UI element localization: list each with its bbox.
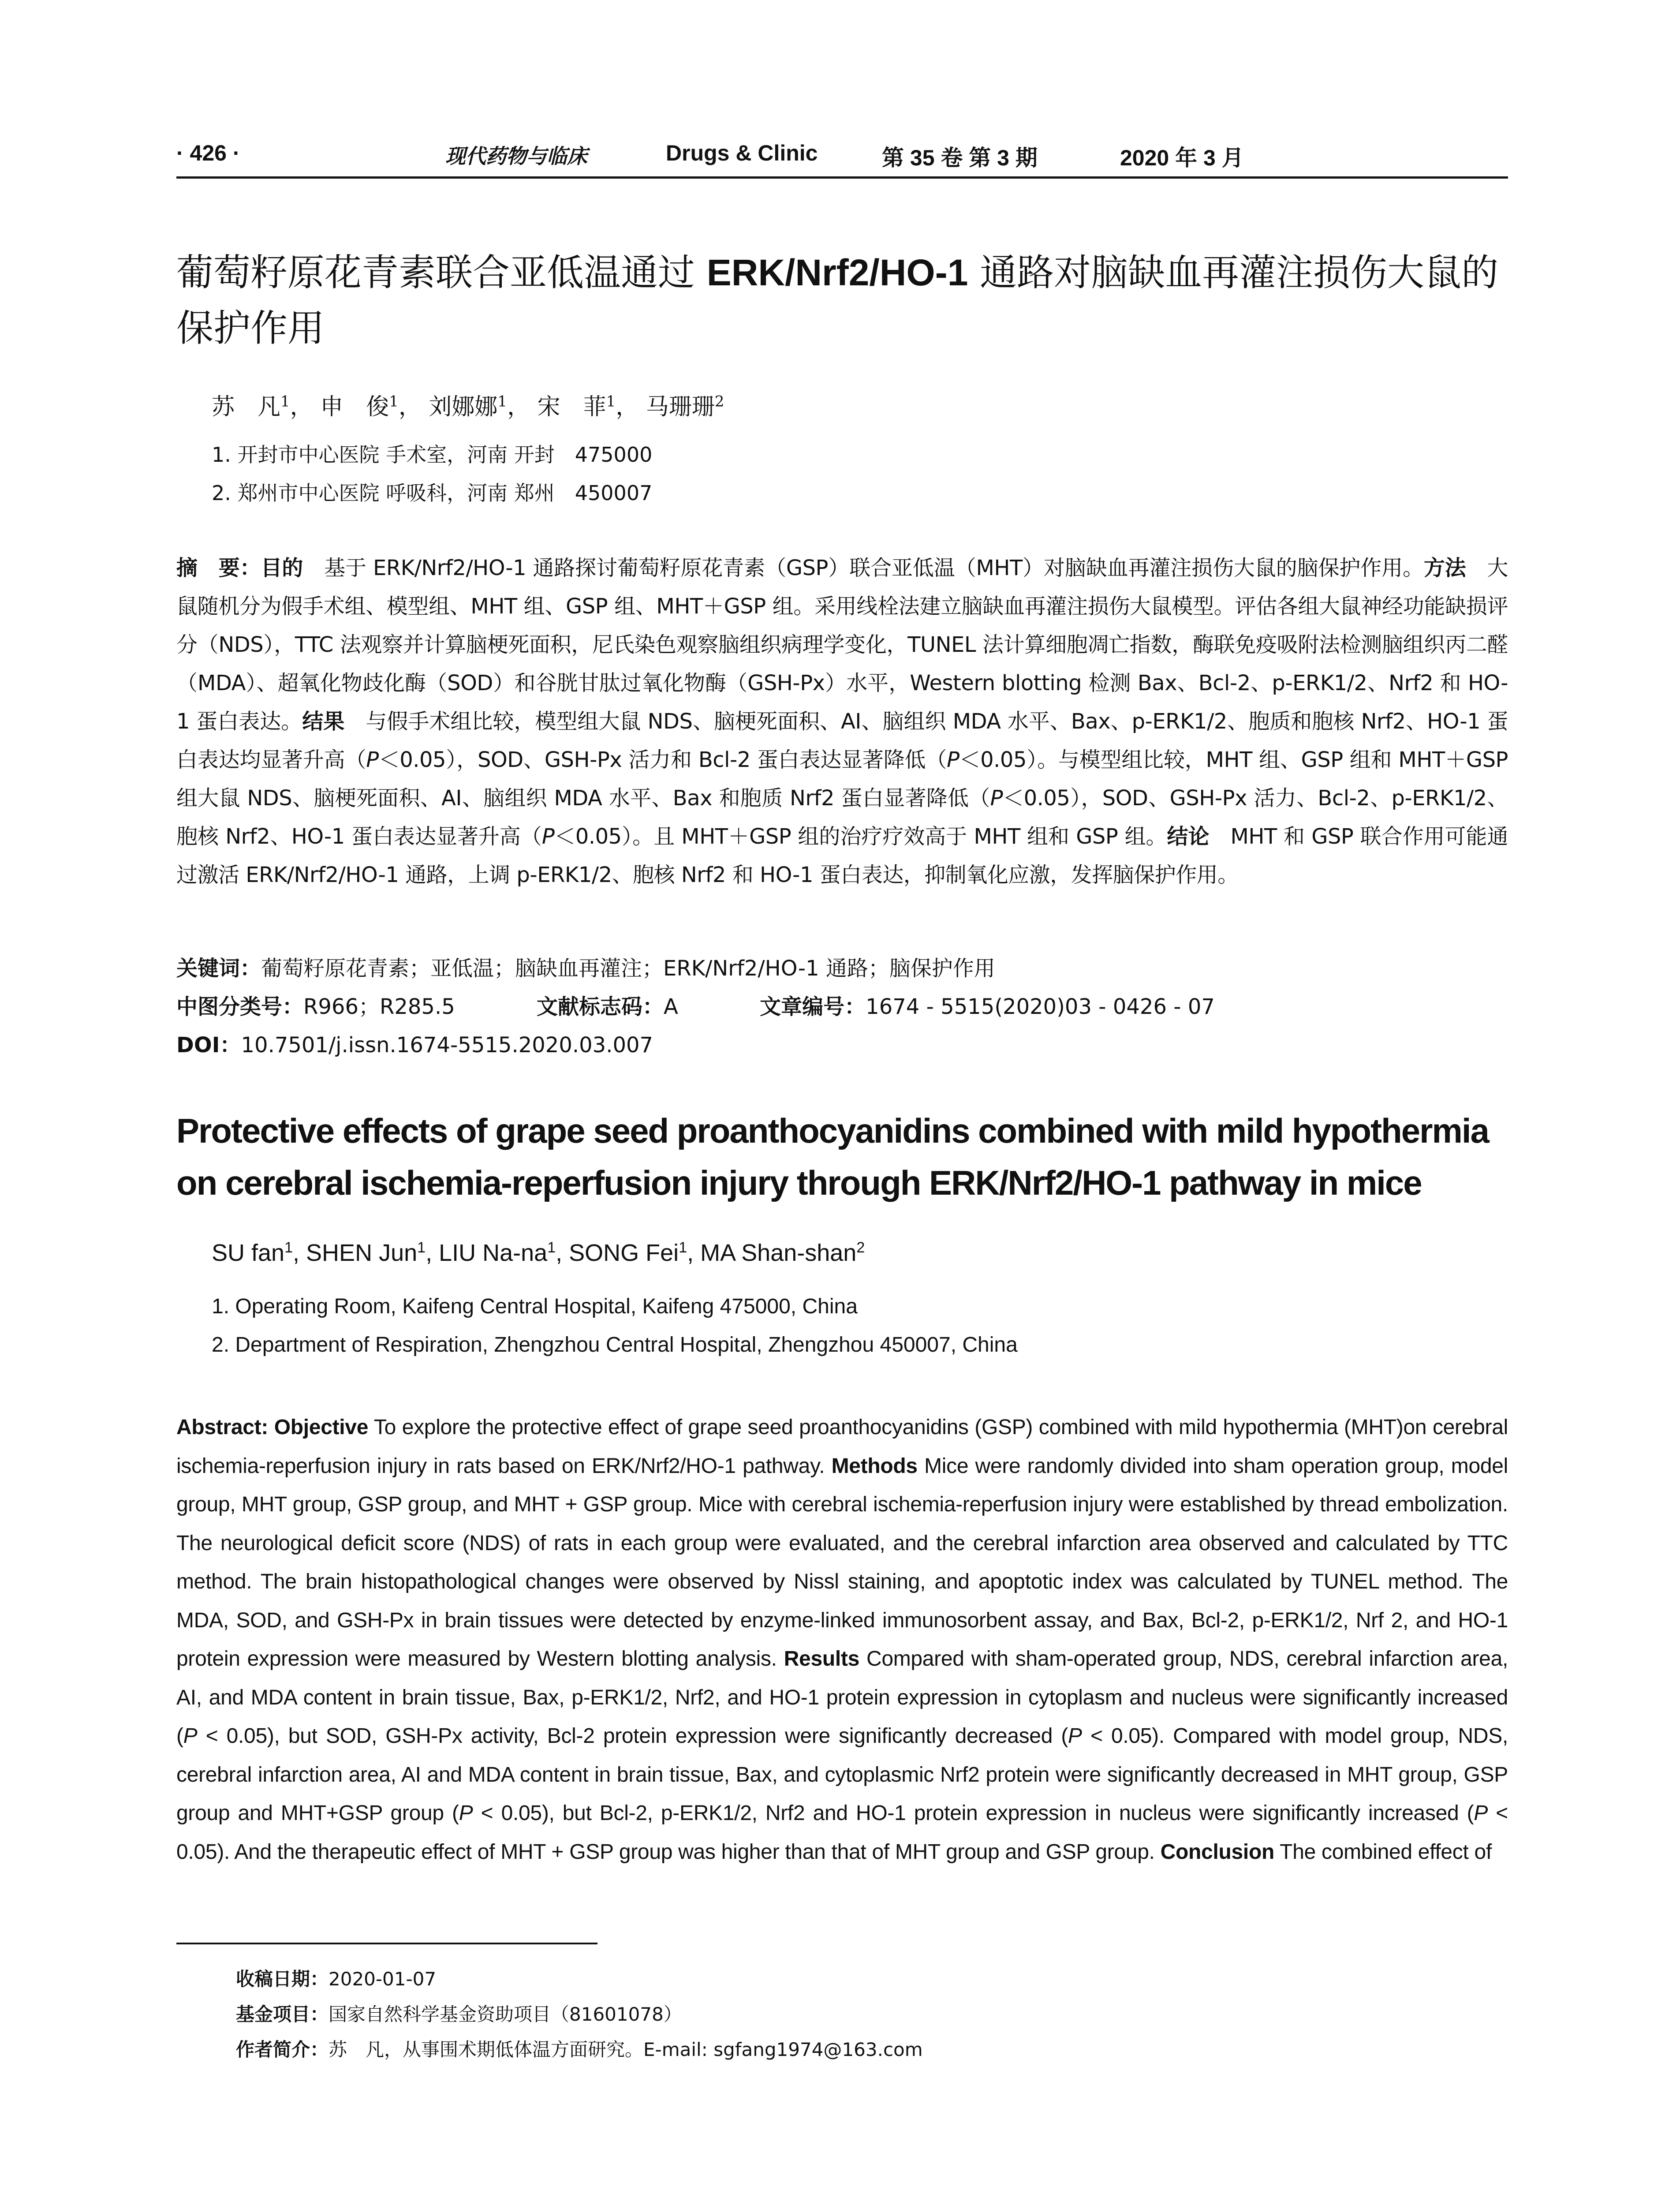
author-cn-name: 马珊珊 xyxy=(646,394,715,420)
author-cn-aff: 1 xyxy=(606,392,616,411)
doi-value[interactable]: 10.7501/j.issn.1674-5515.2020.03.007 xyxy=(241,1033,653,1058)
affiliation-en-2: 2. Department of Respiration, Zhengzhou Central Hospital, Zhengzhou 450007, China xyxy=(212,1333,1018,1357)
author-cn-name: 刘娜娜 xyxy=(429,394,498,420)
author-cn-aff: 1 xyxy=(497,392,508,411)
objective-en-text: To explore the protective effect of grape seed proanthocyanidins (GSP) combined with mild hypothermia (MHT)on cerebral ischemia-reperfusion injury in rats based on ERK/Nrf2/HO-1 pathway. xyxy=(176,1416,1508,1478)
doi-label: DOI： xyxy=(176,1033,241,1058)
p-value-symbol: P xyxy=(459,1801,473,1825)
header-rule xyxy=(176,176,1508,179)
footnote-author xyxy=(236,2035,923,2062)
author-cn-name: 宋 菲 xyxy=(537,394,606,420)
objective-cn-label: 目的 xyxy=(261,556,303,580)
author-cn-name: 苏 凡 xyxy=(212,394,281,420)
journal-name-cn: 现代药物与临床 xyxy=(445,144,587,168)
journal-name-en: Drugs & Clinic xyxy=(666,141,818,165)
title-cn xyxy=(176,245,1508,356)
author-en-name: SHEN Jun xyxy=(306,1240,418,1266)
results-en-label: Results xyxy=(784,1647,859,1671)
footnote-received xyxy=(236,1965,436,1991)
footnote-fund xyxy=(236,2000,682,2026)
conclusion-en-label: Conclusion xyxy=(1160,1840,1275,1864)
author-cn-aff: 1 xyxy=(280,392,290,411)
article-id-value: 1674 - 5515(2020)03 - 0426 - 07 xyxy=(866,994,1215,1019)
p-value-symbol: P xyxy=(1474,1801,1488,1825)
results-en-text: < 0.05). And the therapeutic effect of MHT + GSP group was higher than that of MHT group and GSP group. xyxy=(176,1801,1508,1864)
fund-label: 基金项目： xyxy=(236,2003,329,2025)
title-en-line2: on cerebral ischemia-reperfusion injury through ERK/Nrf2/HO-1 pathway in mice xyxy=(176,1163,1422,1202)
results-cn-text: ＜0.05），SOD、GSH-Px 活力、Bcl-2、p-ERK1/2、胞核 Nrf2、HO-1 蛋白表达显著升高（ xyxy=(176,786,1508,849)
objective-cn-text: 基于 ERK/Nrf2/HO-1 通路探讨葡萄籽原花青素（GSP）联合亚低温（MHT）对脑缺血再灌注损伤大鼠的脑保护作用。 xyxy=(303,556,1424,580)
running-header xyxy=(176,140,1504,176)
conclusion-cn-text: MHT 和 GSP 联合作用可能通过激活 ERK/Nrf2/HO-1 通路，上调 p-ERK1/2、胞核 Nrf2 和 HO-1 蛋白表达，抑制氧化应激，发挥脑保护作用。 xyxy=(176,824,1508,887)
author-en-aff: 2 xyxy=(856,1239,865,1256)
title-cn-pathway: ERK/Nrf2/HO-1 xyxy=(706,252,968,293)
methods-en-label: Methods xyxy=(831,1454,918,1478)
authors-cn: 苏 凡$^1$， 申 俊$^1$， 刘娜娜$^1$， 宋 菲$^1$， 马珊珊$^2$ xyxy=(212,392,724,420)
results-cn-text: 与假手术组比较，模型组大鼠 NDS、脑梗死面积、AI、脑组织 MDA 水平、Bax、p-ERK1/2、胞质和胞核 Nrf2、HO-1 蛋白表达均显著升高（ xyxy=(176,709,1508,772)
author-en-aff: 1 xyxy=(679,1239,687,1256)
results-cn-label: 结果 xyxy=(302,709,345,734)
classification-line xyxy=(176,988,1508,1026)
doc-code-value: A xyxy=(664,994,678,1019)
methods-en-text: Mice were randomly divided into sham operation group, model group, MHT group, GSP group, and MHT + GSP group. Mice with cerebral ischemia-reperfusion injury were established by thread embolization. The neurological deficit score (NDS) of rats in each group were evaluated, and the cerebral infarction area observed and calculated by TTC method. The brain histopathological changes were observed by Nissl staining, and apoptotic index was calculated by TUNEL method. The MDA, SOD, and GSH-Px in brain tissues were detected by enzyme-linked immunosorbent assay, and Bax, Bcl-2, p-ERK1/2, Nrf 2, and HO-1 protein expression were measured by Western blotting analysis. xyxy=(176,1454,1508,1671)
footnote-rule xyxy=(176,1943,597,1944)
conclusion-cn-label: 结论 xyxy=(1167,824,1210,849)
results-cn-text: ＜0.05），SOD、GSH-Px 活力和 Bcl-2 蛋白表达显著降低（ xyxy=(378,747,947,772)
author-bio-text: 苏 凡，从事围术期低体温方面研究。E-mail: sgfang1974@163.com xyxy=(329,2039,923,2060)
p-value-symbol: P xyxy=(366,747,379,772)
keywords-cn xyxy=(176,949,1508,988)
affiliation-en-1: 1. Operating Room, Kaifeng Central Hospital, Kaifeng 475000, China xyxy=(212,1295,858,1318)
p-value-symbol: P xyxy=(1068,1724,1082,1748)
results-cn-text: ＜0.05）。且 MHT＋GSP 组的治疗疗效高于 MHT 组和 GSP 组。 xyxy=(554,824,1167,849)
abstract-en-label: Abstract: xyxy=(176,1416,269,1439)
p-value-symbol: P xyxy=(947,747,959,772)
author-cn-aff: 1 xyxy=(389,392,399,411)
conclusion-en-text: The combined effect of xyxy=(1274,1840,1492,1864)
results-en-text: Compared with sham-operated group, NDS, cerebral infarction area, AI, and MDA content in brain tissue, Bax, p-ERK1/2, Nrf2, and HO-1 protein expression in cytoplasm and nucleus were significantly increased ( xyxy=(176,1647,1508,1748)
author-bio-label: 作者简介： xyxy=(236,2039,329,2060)
results-en-text: < 0.05), but SOD, GSH-Px activity, Bcl-2 protein expression were significantly decreased ( xyxy=(197,1724,1068,1748)
results-en-text: < 0.05). Compared with model group, NDS, cerebral infarction area, AI and MDA content in brain tissue, Bax, and cytoplasmic Nrf2 protein were significantly decreased in MHT group, GSP group and MHT+GSP group ( xyxy=(176,1724,1508,1825)
title-en-line1: Protective effects of grape seed proanthocyanidins combined with mild hypothermia xyxy=(176,1111,1489,1150)
doc-code-label: 文献标志码： xyxy=(537,994,664,1019)
author-en-name: SONG Fei xyxy=(569,1240,679,1266)
volume-issue: 第 35 卷 第 3 期 xyxy=(882,146,1038,170)
abstract-cn-label: 摘 要： xyxy=(176,556,261,580)
objective-en-label: Objective xyxy=(274,1416,369,1439)
p-value-symbol: P xyxy=(541,824,555,849)
affiliation-cn-1: 1. 开封市中心医院 手术室，河南 开封 475000 xyxy=(212,443,653,467)
abstract-cn xyxy=(176,549,1508,894)
clc-label: 中图分类号： xyxy=(176,994,304,1019)
author-en-aff: 1 xyxy=(547,1239,556,1256)
keywords-cn-label: 关键词： xyxy=(176,956,261,981)
methods-cn-label: 方法 xyxy=(1423,556,1466,580)
p-value-symbol: P xyxy=(183,1724,198,1748)
title-cn-part1: 葡萄籽原花青素联合亚低温通过 xyxy=(176,251,707,294)
p-value-symbol: P xyxy=(990,786,1003,811)
results-en-text: < 0.05), but Bcl-2, p-ERK1/2, Nrf2 and HO-1 protein expression in nucleus were significantly increased ( xyxy=(473,1801,1474,1825)
methods-cn-text: 大鼠随机分为假手术组、模型组、MHT 组、GSP 组、MHT＋GSP 组。采用线栓法建立脑缺血再灌注损伤大鼠模型。评估各组大鼠神经功能缺损评分（NDS），TTC 法观察并计算脑梗死面积，尼氏染色观察脑组织病理学变化，TUNEL 法计算细胞凋亡指数，酶联免疫吸附法检测脑组织丙二醛（MDA）、超氧化物歧化酶（SOD）和谷胱甘肽过氧化物酶（GSH-Px）水平，Western blotting 检测 Bax、Bcl-2、p-ERK1/2、Nrf2 和 HO-1 蛋白表达。 xyxy=(176,556,1508,734)
affiliation-cn-2: 2. 郑州市中心医院 呼吸科，河南 郑州 450007 xyxy=(212,481,653,505)
keywords-cn-text: 葡萄籽原花青素；亚低温；脑缺血再灌注；ERK/Nrf2/HO-1 通路；脑保护作用 xyxy=(261,956,995,981)
author-en-name: SU fan xyxy=(212,1240,285,1266)
article-id-label: 文章编号： xyxy=(760,994,866,1019)
results-cn-text: ＜0.05）。与模型组比较，MHT 组、GSP 组和 MHT＋GSP 组大鼠 NDS、脑梗死面积、AI、脑组织 MDA 水平、Bax 和胞质 Nrf2 蛋白显著降低（ xyxy=(176,747,1508,811)
author-en-aff: 1 xyxy=(284,1239,293,1256)
fund-text: 国家自然科学基金资助项目（81601078） xyxy=(329,2003,682,2025)
doi-line xyxy=(176,1026,1508,1065)
clc-value: R966；R285.5 xyxy=(303,994,455,1019)
title-cn-part3: 通路对脑缺血再灌注损伤大鼠的保护作用 xyxy=(176,251,1499,350)
authors-en: SU fan$^1$, SHEN Jun$^1$, LIU $Na-na^1$, SONG Fei$^1$, MA Shan-shan$^2$ xyxy=(212,1239,865,1266)
title-en xyxy=(176,1105,1526,1209)
author-en-aff: 1 xyxy=(417,1239,426,1256)
abstract-en xyxy=(176,1408,1508,1871)
issue-date: 2020 年 3 月 xyxy=(1120,146,1244,170)
received-label: 收稿日期： xyxy=(236,1968,329,1990)
received-date: 2020-01-07 xyxy=(329,1968,437,1990)
page-number: · 426 · xyxy=(176,141,240,165)
author-en-name: MA Shan-shan xyxy=(700,1240,857,1266)
author-cn-aff: 2 xyxy=(714,392,724,411)
author-cn-name: 申 俊 xyxy=(320,394,389,420)
author-en-name: LIU Na-na xyxy=(439,1240,548,1266)
